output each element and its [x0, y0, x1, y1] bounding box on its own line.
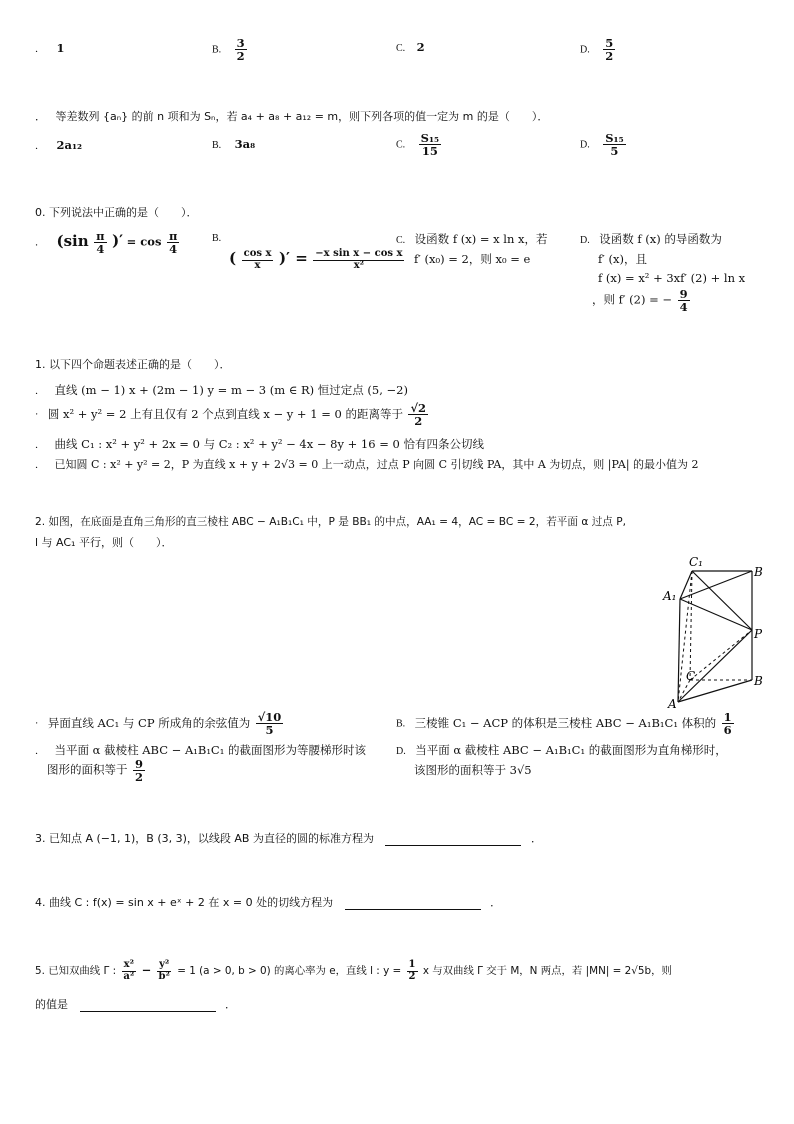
option-value: 3a₈ — [234, 137, 256, 151]
q12-option-c — [35, 742, 366, 758]
q13-answer-blank[interactable] — [385, 833, 521, 846]
q9-d-line4-text: ，则 f′ (2) = − — [592, 292, 673, 307]
label-c1: C₁ — [689, 555, 703, 569]
q9-d-line4 — [592, 288, 692, 313]
q15-minus: − — [141, 963, 152, 977]
q13-text: 3. 已知点 A (−1, 1)，B (3, 3)，以线段 AB 为直径的圆的标准方程为 — [35, 832, 374, 845]
option-letter: B. — [212, 44, 222, 56]
option-value: 2 — [416, 40, 425, 54]
q9-option-c — [396, 231, 548, 247]
label-a: A — [668, 697, 677, 710]
q9-a-prime: )′ — [112, 231, 124, 250]
option-value: 2a₁₂ — [56, 138, 83, 152]
option-letter: C. — [396, 43, 406, 54]
option-text: 曲线 C₁ : x² + y² + 2x = 0 与 C₂ : x² + y² − 4x − 8y + 16 = 0 恰有四条公切线 — [54, 437, 484, 451]
option-letter: · — [35, 409, 39, 421]
label-c: C — [686, 669, 696, 683]
q9-d-line3: f (x) = x² + 3xf′ (2) + ln x — [598, 271, 746, 285]
q9-c-line1: 设函数 f (x) = x ln x，若 — [414, 232, 548, 246]
q9-option-b-formula: ( $\frac{\text{cos x}}{x}$ )′ = $\frac{\text{−x sin x − cos x}}{\text{x²}}$ — [229, 248, 403, 271]
option-letter: C. — [396, 139, 406, 151]
fraction-numerator: √10 — [257, 710, 282, 724]
option-value: 1 — [56, 41, 65, 55]
q8-stem-prefix: ． — [35, 110, 46, 123]
fraction-denominator: 15 — [421, 144, 438, 159]
option-text: 三棱锥 C₁ − ACP 的体积是三棱柱 ABC − A₁B₁C₁ 体积的 — [414, 715, 717, 730]
q9-c-line2: f′ (x₀) = 2，则 x₀ = e — [414, 252, 531, 266]
option-text: 圆 x² + y² = 2 上有且仅有 2 个点到直线 x − y + 1 = 0 的距离等于 — [47, 406, 403, 421]
q11-option-b — [35, 402, 430, 427]
option-letter: ． — [35, 237, 45, 249]
q12-c-line2-wrap — [47, 758, 147, 783]
option-letter: C. — [396, 235, 406, 246]
label-p: P — [754, 627, 763, 641]
option-letter: · — [35, 718, 39, 730]
option-letter: ． — [35, 386, 45, 397]
fraction-numerator: 1 — [408, 959, 416, 970]
q12-option-a — [35, 711, 285, 736]
fraction-numerator: −x sin x − cos x — [315, 248, 403, 259]
q9-stem: 0. 下列说法中正确的是（ ）． — [35, 206, 198, 219]
prism-figure — [660, 554, 794, 710]
fraction-denominator: x — [254, 259, 261, 271]
option-letter: B. — [212, 140, 222, 151]
fraction-numerator: 9 — [135, 757, 144, 771]
fraction-denominator: x² — [353, 259, 365, 271]
q12-c-line2: 图形的面积等于 — [47, 762, 128, 777]
q9-option-b — [212, 231, 221, 244]
fraction-denominator: b² — [158, 970, 170, 982]
q9-option-a — [35, 230, 181, 255]
q13 — [35, 830, 542, 846]
q15-answer-blank[interactable] — [80, 999, 216, 1012]
option-letter: D. — [580, 139, 590, 151]
q8-option-d — [580, 132, 628, 157]
fraction-denominator: 5 — [265, 723, 274, 738]
option-letter: ． — [35, 44, 45, 55]
fraction-denominator: 4 — [679, 300, 688, 315]
q9-option-d — [580, 231, 722, 247]
q15-pre: 5. 已知双曲线 Γ : — [35, 965, 117, 977]
option-text: 异面直线 AC₁ 与 CP 所成角的余弦值为 — [47, 715, 251, 730]
q12-d-line2: 该图形的面积等于 3√5 — [414, 763, 532, 777]
option-text: 直线 (m − 1) x + (2m − 1) y = m − 3 (m ∈ R) 恒过定点 (5, −2) — [54, 383, 408, 397]
fraction-numerator: y² — [159, 959, 170, 970]
q13-end: ． — [530, 832, 542, 845]
q8-stem-text: 等差数列 {aₙ} 的前 n 项和为 Sₙ，若 a₄ + a₈ + a₁₂ = m，则下列各项的值一定为 m 的是（ ）． — [55, 110, 549, 123]
fraction-denominator: a² — [123, 970, 135, 982]
option-letter: D. — [580, 44, 590, 56]
fraction-denominator: 4 — [96, 242, 105, 257]
option-letter: ． — [35, 141, 45, 152]
q8-stem — [35, 108, 548, 124]
option-letter: ． — [35, 746, 45, 757]
q11-stem: 1. 以下四个命题表述正确的是（ ）． — [35, 358, 231, 371]
q9-a-lhs-pre: (sin — [56, 231, 89, 250]
option-letter: ． — [35, 460, 45, 471]
fraction-numerator: π — [96, 229, 105, 243]
q12-option-d — [396, 742, 727, 758]
q11-option-d — [35, 456, 699, 472]
fraction-numerator: 5 — [605, 36, 614, 50]
fraction-denominator: 2 — [408, 970, 416, 982]
q9-d-line1: 设函数 f (x) 的导函数为 — [599, 232, 722, 246]
fraction-numerator: 3 — [236, 36, 245, 50]
q12-stem-line2: l 与 AC₁ 平行，则（ ）． — [35, 536, 173, 549]
label-b1: B — [754, 565, 763, 579]
q15-mid: = 1 (a > 0, b > 0) 的离心率为 e，直线 l : y = — [177, 965, 402, 977]
fraction-denominator: 2 — [135, 770, 144, 785]
q14-answer-blank[interactable] — [345, 897, 481, 910]
q14-end: ． — [490, 896, 502, 909]
q8-option-a — [35, 137, 82, 152]
option-letter: D. — [396, 746, 406, 757]
q14 — [35, 894, 501, 910]
label-b: B — [754, 674, 763, 688]
label-a1: A₁ — [663, 589, 677, 603]
q15-post: x 与双曲线 Γ 交于 M，N 两点，若 |MN| = 2√5b，则 — [422, 965, 672, 977]
fraction-denominator: 2 — [605, 49, 614, 64]
fraction-numerator: x² — [123, 959, 134, 970]
option-letter: D. — [580, 235, 590, 246]
fraction-numerator: √2 — [410, 401, 427, 415]
q12-d-line1: 当平面 α 截棱柱 ABC − A₁B₁C₁ 的截面图形为直角梯形时， — [415, 743, 727, 757]
option-letter: ． — [35, 440, 45, 451]
fraction-numerator: S₁₅ — [420, 131, 440, 145]
q9-a-rhs-pre: = cos — [126, 234, 162, 249]
q7-option-a — [35, 40, 65, 55]
q7-option-d — [580, 37, 617, 62]
q9-d-line2: f′ (x)，且 — [598, 252, 647, 266]
fraction-denominator: 6 — [723, 723, 732, 738]
fraction-numerator: S₁₅ — [605, 131, 624, 145]
option-letter: B. — [396, 718, 406, 730]
fraction-denominator: 2 — [236, 49, 245, 64]
q15-line2-text: 的值是 — [35, 998, 68, 1011]
q12-option-b — [396, 711, 736, 736]
fraction-numerator: 9 — [679, 287, 688, 301]
q11-option-c — [35, 436, 484, 452]
q14-text: 4. 曲线 C : f(x) = sin x + eˣ + 2 在 x = 0 处的切线方程为 — [35, 896, 334, 909]
q7-option-b — [212, 37, 249, 62]
fraction-denominator: 5 — [610, 144, 619, 159]
q8-option-c — [396, 132, 443, 157]
fraction-denominator: 2 — [414, 414, 423, 429]
fraction-numerator: cos x — [243, 248, 272, 259]
option-text: 已知圆 C : x² + y² = 2，P 为直线 x + y + 2√3 = 0 上一动点，过点 P 向圆 C 引切线 PA，其中 A 为切点，则 |PA| 的最小值为 2 — [54, 458, 699, 471]
q15-line1 — [35, 960, 672, 982]
fraction-numerator: π — [168, 229, 178, 243]
q11-option-a — [35, 382, 408, 398]
q15-end: ． — [225, 998, 236, 1011]
q15-line2 — [35, 996, 236, 1012]
q12-c-line1: 当平面 α 截棱柱 ABC − A₁B₁C₁ 的截面图形为等腰梯形时该 — [54, 743, 366, 757]
q8-option-b — [212, 137, 255, 151]
fraction-numerator: 1 — [723, 710, 732, 724]
option-letter: B. — [212, 233, 222, 244]
q7-option-c — [396, 40, 425, 54]
q12-stem-line1: 2. 如图，在底面是直角三角形的直三棱柱 ABC − A₁B₁C₁ 中，P 是 BB₁ 的中点，AA₁ = 4，AC = BC = 2，若平面 α 过点 P, — [35, 516, 627, 528]
fraction-denominator: 4 — [169, 242, 178, 257]
